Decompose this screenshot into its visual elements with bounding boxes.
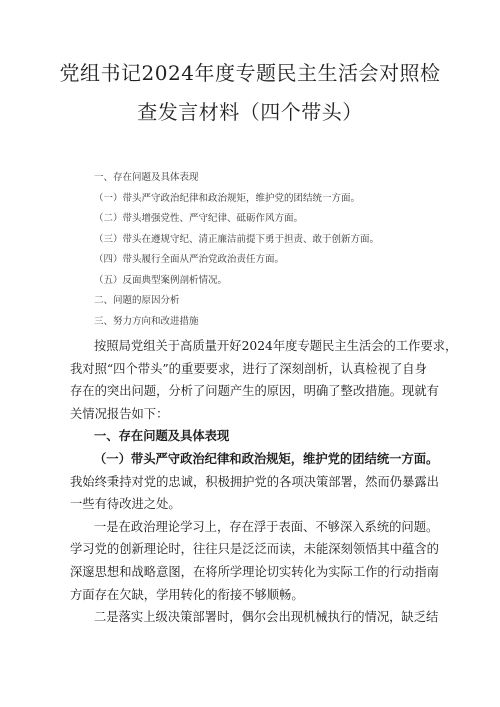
toc-item: （三）带头在遵规守纪、清正廉洁前提下勇于担责、敢于创新方面。 — [94, 233, 380, 245]
subsection-heading: （一）带头严守政治纪律和政治规矩，维护党的团结统一方面。 — [94, 450, 439, 466]
document-title-line-1: 党组书记2024年度专题民主生活会对照检 — [59, 61, 441, 85]
toc-item: （四）带头履行全面从严治党政治责任方面。 — [94, 254, 285, 265]
paragraph-line: 学习党的创新理论时，往往只是泛泛而读，未能深刻领悟其中蕴含的 — [70, 542, 439, 557]
paragraph-line: 方面存在欠缺，学用转化的衔接不够顺畅。 — [70, 587, 304, 602]
document-title-line-2: 查发言材料（四个带头） — [137, 100, 363, 124]
paragraph-line: 我始终秉持对党的忠诚，积极拥护党的各项决策部署，然而仍暴露出 — [70, 474, 439, 489]
paragraph-line: 一些有待改进之处。 — [70, 497, 181, 512]
section-heading: 一、存在问题及具体表现 — [94, 428, 230, 444]
table-of-contents — [94, 172, 474, 336]
paragraph-line: 二是落实上级决策部署时，偶尔会出现机械执行的情况，缺乏结 — [94, 610, 439, 625]
intro-paragraph-line: 存在的突出问题，分析了问题产生的原因，明确了整改措施。现就有 — [70, 384, 439, 399]
toc-item: 一、存在问题及具体表现 — [94, 172, 199, 183]
toc-item: 三、努力方向和改进措施 — [94, 315, 199, 327]
paragraph-line: 一是在政治理论学习上，存在浮于表面、不够深入系统的问题。 — [94, 519, 439, 534]
intro-paragraph-line: 关情况报告如下： — [70, 406, 169, 421]
intro-paragraph-line: 我对照“四个带头”的重要要求，进行了深刻剖析，认真检视了自身 — [70, 361, 427, 376]
document-body — [70, 335, 458, 629]
intro-paragraph-line: 按照局党组关于高质量开好2024年度专题民主生活会的工作要求， — [94, 339, 458, 353]
toc-item: （一）带头严守政治纪律和政治规矩，维护党的团结统一方面。 — [94, 192, 361, 204]
toc-item: （二）带头增强党性、严守纪律、砥砺作风方面。 — [94, 213, 304, 224]
paragraph-line: 深邃思想和战略意图，在将所学理论切实转化为实际工作的行动指南 — [70, 564, 439, 579]
toc-item: 二、问题的原因分析 — [94, 295, 180, 306]
toc-item: （五）反面典型案例剖析情况。 — [94, 274, 228, 286]
